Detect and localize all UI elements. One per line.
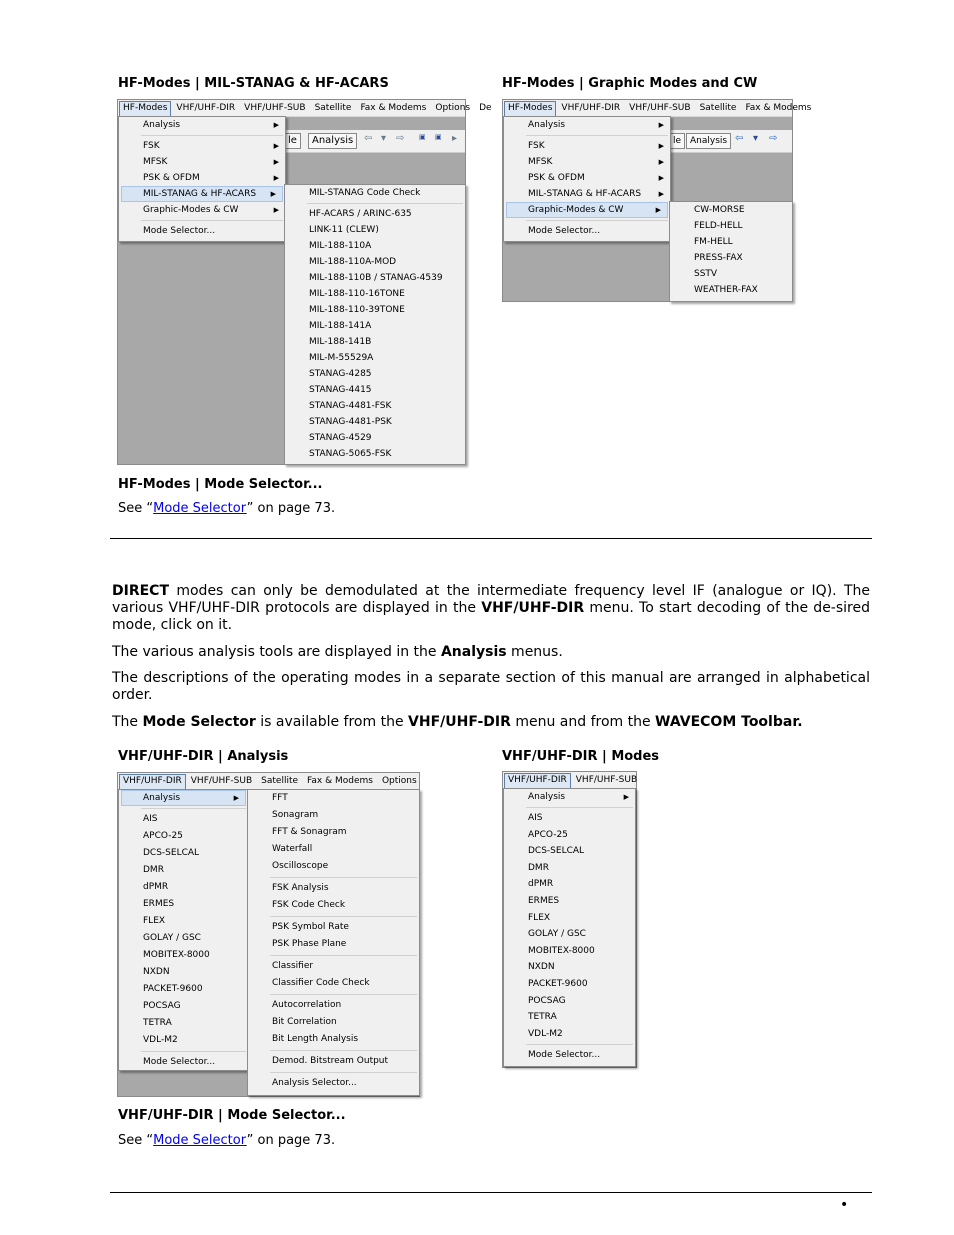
screenshot-vhf-analysis bbox=[117, 772, 420, 1097]
separator bbox=[526, 220, 668, 221]
menu-item-mode[interactable]: NXDN bbox=[528, 962, 555, 973]
menu-item-mode[interactable]: MIL-188-141A bbox=[309, 321, 372, 331]
menu-item-mode[interactable]: GOLAY / GSC bbox=[143, 933, 201, 943]
menu-item-mode-selector[interactable]: Mode Selector... bbox=[143, 1057, 216, 1067]
menu-item-mode[interactable]: GOLAY / GSC bbox=[528, 929, 586, 940]
menu-item-stanag-code-check[interactable]: MIL-STANAG Code Check bbox=[309, 188, 421, 198]
menu-item-mode[interactable]: PACKET-9600 bbox=[143, 984, 203, 994]
menu-item-mode[interactable]: MIL-188-110-39TONE bbox=[309, 305, 405, 315]
menubar bbox=[503, 100, 812, 117]
separator bbox=[270, 916, 417, 917]
menu-item-mode[interactable]: ERMES bbox=[528, 895, 560, 906]
menu-item-tool[interactable]: PSK Symbol Rate bbox=[272, 922, 349, 932]
see-prefix: See “ bbox=[118, 1133, 154, 1148]
submenu-arrow-icon: ▶ bbox=[655, 206, 661, 214]
forward-arrow-icon[interactable]: ⇨ bbox=[396, 133, 405, 144]
code-check-icon[interactable]: ▣ bbox=[435, 133, 442, 141]
caption-vhf-mode-selector: VHF/UHF-DIR | Mode Selector... bbox=[118, 1108, 346, 1123]
menu-item-fsk[interactable] bbox=[504, 138, 670, 154]
menu-item-mode[interactable]: DCS-SELCAL bbox=[528, 846, 585, 857]
submenu-arrow-icon: ▶ bbox=[658, 174, 664, 182]
separator bbox=[307, 203, 463, 204]
submenu-arrow-icon: ▶ bbox=[623, 793, 629, 801]
paragraph-descriptions: The descriptions of the operating modes in a separate section of this manual are arranged in alphabetical order. bbox=[112, 670, 870, 703]
menu-item-mode[interactable]: STANAG-4481-FSK bbox=[309, 401, 392, 411]
menu-item-label: MFSK bbox=[528, 157, 553, 167]
menu-item-analysis[interactable] bbox=[504, 789, 635, 805]
menu-item-tool[interactable]: Autocorrelation bbox=[272, 1000, 342, 1010]
menu-item-mode[interactable]: HF-ACARS / ARINC-635 bbox=[309, 209, 412, 219]
graphic-modes-submenu bbox=[669, 201, 793, 302]
menu-item-label: PSK & OFDM bbox=[143, 173, 200, 183]
menu-item-label: Analysis bbox=[528, 120, 566, 130]
menu-item-tool[interactable]: Bit Correlation bbox=[272, 1017, 337, 1027]
menu-item-mode[interactable]: PACKET-9600 bbox=[528, 978, 588, 989]
menu-item-mode[interactable]: POCSAG bbox=[143, 1001, 181, 1011]
menu-item-mil-stanag[interactable] bbox=[121, 186, 283, 202]
vhf-dir-dropdown bbox=[503, 788, 636, 1067]
paragraph-text: The bbox=[112, 714, 143, 730]
bold-term: VHF/UHF-DIR bbox=[408, 714, 511, 730]
menu-item-mode[interactable]: FLEX bbox=[143, 916, 166, 926]
separator bbox=[141, 808, 246, 809]
caption-hf-mode-selector: HF-Modes | Mode Selector... bbox=[118, 477, 323, 492]
menu-vhf-uhf-sub[interactable]: VHF/UHF-SUB bbox=[575, 775, 638, 785]
see-suffix: ” on page 73. bbox=[246, 1133, 336, 1148]
menu-item-mfsk[interactable] bbox=[119, 154, 285, 170]
code-icon[interactable]: ▣ bbox=[419, 133, 426, 141]
menu-options[interactable]: Options bbox=[435, 103, 471, 113]
separator bbox=[270, 877, 417, 878]
paragraph-direct-modes bbox=[112, 583, 870, 634]
bold-term: Analysis bbox=[440, 644, 507, 660]
toolbar bbox=[669, 130, 792, 153]
paragraph-text: menus. bbox=[506, 644, 563, 660]
menu-item-mode[interactable]: dPMR bbox=[528, 879, 554, 890]
caption-vhf-analysis: VHF/UHF-DIR | Analysis bbox=[118, 749, 289, 764]
separator bbox=[141, 1051, 246, 1052]
see-reference bbox=[118, 501, 335, 516]
screenshot-hf-stanag bbox=[117, 99, 492, 465]
menu-item-fsk[interactable] bbox=[119, 138, 285, 154]
bold-term: VHF/UHF-DIR bbox=[481, 600, 585, 616]
separator bbox=[141, 220, 283, 221]
menu-options[interactable]: Options bbox=[381, 776, 417, 786]
menu-item-tool[interactable]: Classifier Code Check bbox=[272, 978, 370, 988]
menu-item-mode[interactable]: AIS bbox=[143, 814, 158, 824]
menu-item-mode[interactable]: SSTV bbox=[694, 269, 718, 279]
menu-item-mode[interactable]: CW-MORSE bbox=[694, 205, 745, 215]
vhf-dir-dropdown bbox=[118, 789, 249, 1071]
menu-item-mode[interactable]: POCSAG bbox=[528, 995, 566, 1006]
screenshot-vhf-modes bbox=[502, 771, 637, 1068]
paragraph-text: The various analysis tools are displayed in the bbox=[112, 644, 441, 660]
menu-item-mode[interactable]: TETRA bbox=[528, 1012, 557, 1023]
menubar bbox=[503, 772, 636, 789]
menu-vhf-uhf-sub[interactable]: VHF/UHF-SUB bbox=[629, 103, 691, 113]
toolbar bbox=[284, 130, 465, 153]
menu-item-mode[interactable]: FM-HELL bbox=[694, 237, 733, 247]
paragraph-analysis-tools bbox=[112, 644, 870, 661]
submenu-arrow-icon: ▶ bbox=[233, 794, 239, 802]
paragraph-text: modes can only be demodulated at the intermediate frequency level IF (analogue or IQ). The various VHF/UHF-DIR protocols are displayed in the bbox=[112, 583, 870, 616]
menu-item-tool[interactable]: FFT bbox=[272, 793, 288, 803]
menu-item-mode[interactable]: APCO-25 bbox=[528, 829, 568, 840]
menu-item-label: FSK bbox=[528, 141, 545, 151]
menu-item-mode[interactable]: MIL-M-55529A bbox=[309, 353, 374, 363]
menu-item-analysis[interactable] bbox=[121, 790, 246, 806]
menu-item-mode[interactable]: VDL-M2 bbox=[143, 1035, 178, 1045]
menu-item-mode[interactable]: MIL-188-110-16TONE bbox=[309, 289, 405, 299]
see-suffix: ” on page 73. bbox=[246, 501, 336, 516]
menu-item-mode[interactable]: FLEX bbox=[528, 912, 551, 923]
caption-hf-graphic: HF-Modes | Graphic Modes and CW bbox=[502, 76, 758, 91]
menu-item-graphic-modes[interactable] bbox=[119, 202, 285, 218]
menu-item-tool[interactable]: Bit Length Analysis bbox=[272, 1034, 359, 1044]
menu-item-mode[interactable]: APCO-25 bbox=[143, 831, 183, 841]
screenshot-hf-graphic bbox=[502, 99, 812, 302]
divider bbox=[110, 538, 872, 539]
menu-item-mode[interactable]: MIL-188-141B bbox=[309, 337, 372, 347]
menu-item-label: Analysis bbox=[143, 793, 181, 803]
submenu-arrow-icon: ▶ bbox=[273, 174, 279, 182]
back-arrow-icon[interactable]: ⇦ bbox=[735, 133, 744, 144]
submenu-arrow-icon: ▶ bbox=[273, 158, 279, 166]
see-reference bbox=[118, 1133, 335, 1148]
menu-item-mode[interactable]: MIL-188-110B / STANAG-4539 bbox=[309, 273, 443, 283]
bold-term: Mode Selector bbox=[142, 714, 256, 730]
menu-item-label: Analysis bbox=[143, 120, 181, 130]
paragraph-text: menu. To start decoding of the de-sired mode, click on it. bbox=[112, 600, 870, 633]
menu-item-mode[interactable]: PRESS-FAX bbox=[694, 253, 743, 263]
menu-item-tool[interactable]: FSK Analysis bbox=[272, 883, 329, 893]
menu-item-mode[interactable]: MOBITEX-8000 bbox=[143, 950, 210, 960]
menu-fax-modems[interactable]: Fax & Modems bbox=[360, 103, 427, 113]
menu-item-tool[interactable]: Waterfall bbox=[272, 844, 313, 854]
bold-term: WAVECOM Toolbar. bbox=[655, 714, 803, 730]
submenu-arrow-icon: ▶ bbox=[658, 158, 664, 166]
menu-vhf-uhf-dir[interactable]: VHF/UHF-DIR bbox=[119, 774, 186, 790]
see-prefix: See “ bbox=[118, 501, 154, 516]
menu-partial[interactable]: De bbox=[479, 103, 492, 113]
menu-item-label: Graphic-Modes & CW bbox=[528, 205, 624, 215]
menu-satellite[interactable]: Satellite bbox=[261, 776, 299, 786]
back-arrow-icon[interactable]: ⇦ bbox=[364, 133, 373, 144]
paragraph-mode-selector bbox=[112, 714, 870, 731]
paragraph-text: is available from the bbox=[255, 714, 409, 730]
menu-vhf-uhf-dir[interactable]: VHF/UHF-DIR bbox=[176, 103, 236, 113]
menu-item-mode-selector[interactable]: Mode Selector... bbox=[143, 226, 216, 236]
caption-hf-stanag: HF-Modes | MIL-STANAG & HF-ACARS bbox=[118, 76, 389, 91]
separator bbox=[526, 135, 668, 136]
menu-item-mil-stanag[interactable] bbox=[504, 186, 670, 202]
separator bbox=[526, 1044, 633, 1045]
menu-item-analysis-selector[interactable]: Analysis Selector... bbox=[272, 1078, 357, 1088]
paragraph-text: menu and from the bbox=[510, 714, 656, 730]
menu-hf-modes[interactable]: HF-Modes bbox=[119, 101, 171, 117]
toolbar-partial-button[interactable]: le bbox=[284, 133, 301, 149]
caption-vhf-modes: VHF/UHF-DIR | Modes bbox=[502, 749, 660, 764]
separator bbox=[270, 994, 417, 995]
menu-satellite[interactable]: Satellite bbox=[699, 103, 737, 113]
analysis-toolbar-button[interactable]: Analysis bbox=[686, 133, 731, 149]
menu-item-mode[interactable]: STANAG-4529 bbox=[309, 433, 372, 443]
menu-item-tool[interactable]: Demod. Bitstream Output bbox=[272, 1056, 389, 1066]
menu-item-mode[interactable]: DMR bbox=[143, 865, 164, 875]
menu-item-label: Analysis bbox=[528, 792, 566, 802]
menu-item-label: MIL-STANAG & HF-ACARS bbox=[528, 189, 642, 199]
forward-arrow-icon[interactable]: ⇨ bbox=[769, 133, 778, 144]
separator bbox=[141, 135, 283, 136]
submenu-arrow-icon: ▶ bbox=[273, 121, 279, 129]
menu-item-analysis[interactable] bbox=[504, 117, 670, 133]
menu-item-tool[interactable]: Classifier bbox=[272, 961, 314, 971]
menubar bbox=[118, 773, 419, 790]
menu-item-tool[interactable]: Sonagram bbox=[272, 810, 319, 820]
menu-item-mode[interactable]: LINK-11 (CLEW) bbox=[309, 225, 379, 235]
submenu-arrow-icon: ▶ bbox=[273, 206, 279, 214]
menu-item-label: MFSK bbox=[143, 157, 168, 167]
menu-item-mode[interactable]: STANAG-4415 bbox=[309, 385, 372, 395]
menu-item-tool[interactable]: FSK Code Check bbox=[272, 900, 346, 910]
menu-item-mode[interactable]: NXDN bbox=[143, 967, 170, 977]
separator bbox=[270, 1050, 417, 1051]
footer-divider bbox=[110, 1192, 872, 1193]
menu-item-tool[interactable]: Oscilloscope bbox=[272, 861, 329, 871]
menu-item-mode[interactable]: DMR bbox=[528, 862, 549, 873]
menu-item-mode[interactable]: FELD-HELL bbox=[694, 221, 743, 231]
menu-item-label: MIL-STANAG & HF-ACARS bbox=[143, 189, 257, 199]
menu-hf-modes[interactable]: HF-Modes bbox=[504, 101, 556, 117]
menu-vhf-uhf-sub[interactable]: VHF/UHF-SUB bbox=[244, 103, 306, 113]
dropdown-arrow-icon[interactable]: ▾ bbox=[753, 133, 759, 144]
menu-item-mode[interactable]: dPMR bbox=[143, 882, 169, 892]
menu-item-psk-ofdm[interactable] bbox=[504, 170, 670, 186]
menu-item-mode[interactable]: MOBITEX-8000 bbox=[528, 945, 595, 956]
submenu-arrow-icon: ▶ bbox=[658, 142, 664, 150]
hf-modes-dropdown bbox=[118, 116, 286, 242]
menu-item-mode[interactable]: STANAG-4481-PSK bbox=[309, 417, 392, 427]
submenu-arrow-icon: ▶ bbox=[658, 121, 664, 129]
mode-selector-link[interactable]: Mode Selector bbox=[153, 1133, 247, 1148]
hf-modes-dropdown bbox=[503, 116, 671, 242]
separator bbox=[526, 807, 633, 808]
menu-item-mode-selector[interactable]: Mode Selector... bbox=[528, 226, 601, 236]
menu-item-mode[interactable]: STANAG-4285 bbox=[309, 369, 372, 379]
menu-item-mode[interactable]: ERMES bbox=[143, 899, 175, 909]
separator bbox=[270, 1072, 417, 1073]
analysis-submenu bbox=[247, 789, 420, 1096]
menu-item-mode[interactable]: TETRA bbox=[143, 1018, 172, 1028]
footer-bullet: • bbox=[840, 1197, 849, 1213]
play-icon[interactable]: ▸ bbox=[452, 133, 458, 144]
bold-term: DIRECT bbox=[112, 583, 169, 599]
submenu-arrow-icon: ▶ bbox=[270, 190, 276, 198]
menu-fax-modems[interactable]: Fax & Modems bbox=[307, 776, 373, 786]
analysis-toolbar-button[interactable]: Analysis bbox=[308, 133, 357, 149]
menu-item-mode[interactable]: DCS-SELCAL bbox=[143, 848, 200, 858]
menu-fax-modems[interactable]: Fax & Modems bbox=[745, 103, 812, 113]
menu-item-mode[interactable]: AIS bbox=[528, 813, 543, 823]
menu-item-label: Graphic-Modes & CW bbox=[143, 205, 239, 215]
menu-item-mode[interactable]: MIL-188-110A bbox=[309, 241, 372, 251]
toolbar-partial-button[interactable]: le bbox=[669, 133, 685, 149]
mil-stanag-submenu bbox=[284, 184, 466, 465]
menu-item-mode-selector[interactable]: Mode Selector... bbox=[528, 1050, 601, 1061]
menubar bbox=[118, 100, 492, 117]
submenu-arrow-icon: ▶ bbox=[658, 190, 664, 198]
menu-item-graphic-modes[interactable] bbox=[506, 202, 668, 218]
menu-item-psk-ofdm[interactable] bbox=[119, 170, 285, 186]
menu-vhf-uhf-dir[interactable]: VHF/UHF-DIR bbox=[561, 103, 621, 113]
menu-item-mode[interactable]: WEATHER-FAX bbox=[694, 285, 758, 295]
menu-item-analysis[interactable] bbox=[119, 117, 285, 133]
menu-item-tool[interactable]: FFT & Sonagram bbox=[272, 827, 347, 837]
menu-item-mfsk[interactable] bbox=[504, 154, 670, 170]
menu-item-mode[interactable]: MIL-188-110A-MOD bbox=[309, 257, 397, 267]
menu-item-mode[interactable]: STANAG-5065-FSK bbox=[309, 449, 392, 459]
menu-item-mode[interactable]: VDL-M2 bbox=[528, 1028, 563, 1039]
menu-vhf-uhf-dir[interactable]: VHF/UHF-DIR bbox=[504, 773, 571, 789]
mode-selector-link[interactable]: Mode Selector bbox=[153, 501, 247, 516]
separator bbox=[270, 955, 417, 956]
submenu-arrow-icon: ▶ bbox=[273, 142, 279, 150]
menu-item-label: PSK & OFDM bbox=[528, 173, 585, 183]
menu-vhf-uhf-sub[interactable]: VHF/UHF-SUB bbox=[190, 776, 253, 786]
menu-satellite[interactable]: Satellite bbox=[314, 103, 352, 113]
menu-item-tool[interactable]: PSK Phase Plane bbox=[272, 939, 347, 949]
dropdown-arrow-icon[interactable]: ▾ bbox=[381, 133, 387, 144]
menu-item-label: FSK bbox=[143, 141, 160, 151]
